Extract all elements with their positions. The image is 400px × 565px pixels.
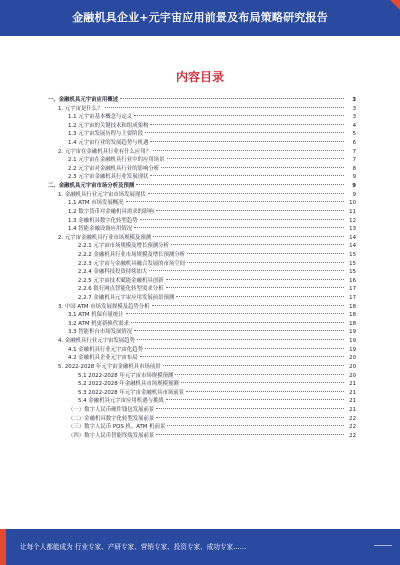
toc-leader-dots xyxy=(140,215,344,220)
toc-entry-title: 3. 中国 ATM 市场发展规模及趋势分析 xyxy=(58,303,150,310)
toc-leader-dots xyxy=(150,171,344,176)
toc-entry-page: 21 xyxy=(349,381,356,388)
toc-entry-page: 9 xyxy=(352,174,356,181)
toc-entry-page: 18 xyxy=(349,303,356,310)
toc-leader-dots xyxy=(134,111,344,116)
toc-entry-title: 1.3 元宇宙发展历程与主要阶段 xyxy=(68,131,143,138)
toc-entry-title: 4. 金融机具行业元宇宙发展趋势 xyxy=(58,338,135,345)
toc-entry-page: 22 xyxy=(349,424,356,431)
toc-leader-dots xyxy=(156,404,344,409)
toc-leader-dots xyxy=(167,154,344,159)
toc-entry-title: 3.3 智能柜台市场发展情况 xyxy=(68,329,133,336)
toc-entry-title: 2.2.3 元宇宙与金融机具融合发展的市场空间 xyxy=(78,260,186,267)
toc-entry-page: 9 xyxy=(352,183,356,190)
toc-leader-dots xyxy=(171,240,344,245)
toc-entry-title: 1.1 元宇宙基本概念与定义 xyxy=(68,114,133,121)
toc-entry-title: （三）数字人民币 POS 机、ATM 机前景 xyxy=(68,424,166,431)
toc-leader-dots xyxy=(120,94,344,99)
toc-entry-title: 1.2 元宇宙的关键技术和组成架构 xyxy=(68,122,149,129)
table-of-contents xyxy=(48,96,356,440)
toc-leader-dots xyxy=(156,430,344,435)
toc-entry-title: 4.1 金融机具行业元宇宙化趋势 xyxy=(68,346,143,353)
toc-entry-title: 1.2 数字货币对金融机具需求的影响 xyxy=(68,208,154,215)
toc-entry-title: 3.1 ATM 机保有量统计 xyxy=(68,312,124,319)
toc-leader-dots xyxy=(134,326,344,331)
toc-entry-title: 5.3 2022-2028 年元宇宙金融机具市场前景 xyxy=(78,389,185,396)
toc-entry-title: 1.4 元宇宙行业的发展趋势与机遇 xyxy=(68,140,149,147)
toc-leader-dots xyxy=(134,223,344,228)
toc-entry-page: 7 xyxy=(352,148,356,155)
toc-leader-dots xyxy=(181,378,344,383)
toc-entry-page: 20 xyxy=(349,355,356,362)
toc-entry-page: 3 xyxy=(352,114,356,121)
toc-entry-page: 17 xyxy=(349,286,356,293)
toc-entry-page: 22 xyxy=(349,415,356,422)
toc-entry-page: 3 xyxy=(352,105,356,112)
toc-entry-page: 21 xyxy=(349,389,356,396)
toc-leader-dots xyxy=(105,103,344,108)
toc-entry-page: 11 xyxy=(349,208,356,215)
toc-leader-dots xyxy=(153,232,344,237)
toc-entry-title: 2.2.2 金融机具行业市场规模及增长预测分析 xyxy=(78,251,186,258)
toc-entry-page: 22 xyxy=(349,432,356,439)
toc-entry-page: 14 xyxy=(349,243,356,250)
toc-leader-dots xyxy=(126,309,344,314)
toc-entry-page: 10 xyxy=(349,200,356,207)
toc-entry-title: 2.2 元宇宙对金融机具行业的影响分析 xyxy=(68,165,160,172)
toc-entry-title: 2.2.4 金融科技投资持续加大 xyxy=(78,269,148,276)
toc-entry-title: 2. 元宇宙在金融机具行业有什么应用？ xyxy=(58,148,152,155)
toc-leader-dots xyxy=(126,197,344,202)
toc-entry-page: 19 xyxy=(349,346,356,353)
toc-entry-page: 18 xyxy=(349,312,356,319)
toc-entry-page: 15 xyxy=(349,260,356,267)
toc-leader-dots xyxy=(137,335,344,340)
toc-entry-title: 2.2.7 金融机具元宇宙应用发展前景预测 xyxy=(78,295,175,302)
toc-leader-dots xyxy=(145,128,344,133)
toc-entry-page: 19 xyxy=(349,329,356,336)
toc-leader-dots xyxy=(152,301,344,306)
toc-entry-page: 3 xyxy=(352,97,356,103)
toc-entry-title: 4.2 金融机具企业元宇宙布局 xyxy=(68,355,138,362)
toc-entry-title: 2.2.1 元宇宙市场规模及增长预测分析 xyxy=(78,243,169,250)
toc-entry-title: 2.2.6 银行网点智能化转型需求分析 xyxy=(78,286,164,293)
toc-entry-page: 18 xyxy=(349,320,356,327)
toc-leader-dots xyxy=(186,387,344,392)
toc-entry[interactable] xyxy=(48,432,356,441)
toc-entry-page: 14 xyxy=(349,234,356,241)
toc-entry-title: 一、金融机具元宇宙应用概述 xyxy=(48,97,119,103)
toc-leader-dots xyxy=(145,344,344,349)
toc-entry-page: 21 xyxy=(349,398,356,405)
toc-entry-title: 1.4 智能金融设备应用情况 xyxy=(68,226,133,233)
toc-leader-dots xyxy=(140,352,344,357)
toc-leader-dots xyxy=(176,292,344,297)
toc-leader-dots xyxy=(149,266,344,271)
toc-entry-page: 7 xyxy=(352,157,356,164)
toc-entry-page: 4 xyxy=(352,122,356,129)
toc-entry-page: 15 xyxy=(349,251,356,258)
toc-entry-page: 19 xyxy=(349,338,356,345)
report-title: 金融机具企业+元宇宙应用前景及布局策略研究报告 xyxy=(72,11,328,24)
toc-entry-page: 5 xyxy=(352,131,356,138)
toc-leader-dots xyxy=(166,283,344,288)
toc-entry-page: 20 xyxy=(349,372,356,379)
toc-entry-title: 5.1 2022-2028 年元宇宙市场规模预测 xyxy=(78,372,174,379)
footer-decoration xyxy=(374,545,392,549)
toc-entry-title: 5.4 金融机具元宇宙应用机遇与挑战 xyxy=(78,398,164,405)
toc-entry-title: （二）金融机具数字化转型发展前景 xyxy=(68,415,155,422)
toc-heading: 内容目录 xyxy=(175,70,224,84)
toc-entry-title: 5. 2022-2028 年元宇宙金融机具市场前景 xyxy=(58,363,161,370)
toc-leader-dots xyxy=(167,421,344,426)
toc-leader-dots xyxy=(187,258,344,263)
toc-leader-dots xyxy=(153,146,344,151)
toc-entry-title: 3.2 ATM 机更新换代需求 xyxy=(68,320,129,327)
toc-entry-page: 21 xyxy=(349,406,356,413)
toc-leader-dots xyxy=(166,275,344,280)
toc-leader-dots xyxy=(161,163,344,168)
toc-entry-title: 2.1 元宇宙在金融机具行业中的应用场景 xyxy=(68,157,165,164)
toc-entry-page: 16 xyxy=(349,277,356,284)
toc-leader-dots xyxy=(156,413,344,418)
toc-leader-dots xyxy=(150,120,344,125)
toc-leader-dots xyxy=(175,370,344,375)
toc-leader-dots xyxy=(163,361,344,366)
toc-entry-title: 2.3 元宇宙金融机具行业发展现状 xyxy=(68,174,149,181)
toc-entry-page: 8 xyxy=(352,165,356,172)
footer-accent-stripe xyxy=(0,529,6,565)
toc-entry-page: 17 xyxy=(349,295,356,302)
toc-entry-page: 6 xyxy=(352,140,356,147)
toc-leader-dots xyxy=(131,318,344,323)
page-header xyxy=(0,0,400,36)
toc-entry-title: 1. 元宇宙是什么？ xyxy=(58,105,103,112)
toc-leader-dots xyxy=(187,249,344,254)
toc-entry-page: 15 xyxy=(349,269,356,276)
footer-slogan: 让每个人都能成为 行业专家、产研专家、营销专家、投资专家、成功专家…… xyxy=(20,543,247,551)
toc-entry-page: 20 xyxy=(349,363,356,370)
toc-entry-title: 1.3 金融机具数字化转型趋势 xyxy=(68,217,138,224)
toc-entry-page: 12 xyxy=(349,217,356,224)
toc-entry-page: 13 xyxy=(349,226,356,233)
page-footer xyxy=(0,529,400,565)
toc-entry-title: 2. 元宇宙金融机具行业市场规模及预测 xyxy=(58,234,152,241)
toc-entry-title: 1. 金融机具行业元宇宙市场发展现状 xyxy=(58,191,146,198)
toc-leader-dots xyxy=(148,189,344,194)
toc-entry-title: （四）数字人民币智能终端发展前景 xyxy=(68,432,155,439)
toc-leader-dots xyxy=(166,395,344,400)
toc-entry-page: 9 xyxy=(352,191,356,198)
toc-entry-title: （一）数字人民币硬件钱包发展前景 xyxy=(68,406,155,413)
toc-entry-title: 2.2.5 元宇宙技术赋能金融机具创新 xyxy=(78,277,164,284)
toc-leader-dots xyxy=(156,206,344,211)
toc-leader-dots xyxy=(136,180,344,185)
toc-entry-title: 5.2 2022-2028 年金融机具市场规模预测 xyxy=(78,381,179,388)
toc-entry-title: 二、金融机具元宇宙市场分析及预测 xyxy=(48,183,135,190)
toc-entry-title: 1.1 ATM 市场发展概况 xyxy=(68,200,124,207)
toc-leader-dots xyxy=(150,137,344,142)
